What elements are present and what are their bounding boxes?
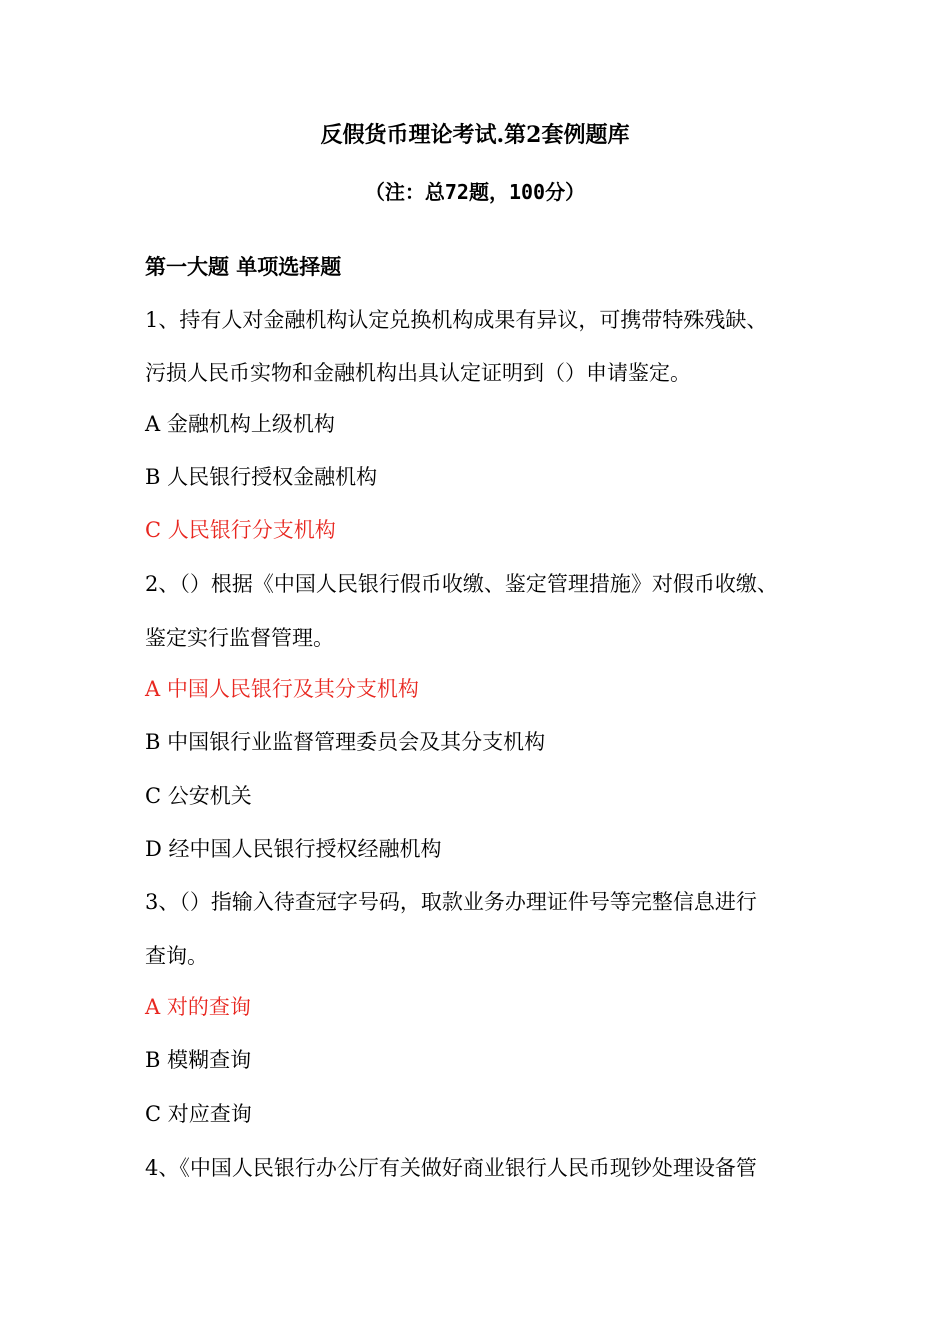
question-1-text-line-1: 1、持有人对金融机构认定兑换机构成果有异议，可携带特殊残缺、 — [145, 308, 768, 332]
question-3-text-line-2: 查询。 — [145, 944, 208, 968]
question-3-option-a-answer: A 对的查询 — [145, 995, 251, 1019]
question-2-option-c: C 公安机关 — [145, 784, 252, 808]
question-1-option-b: B 人民银行授权金融机构 — [145, 465, 378, 489]
question-1-text-line-2: 污损人民币实物和金融机构出具认定证明到（）申请鉴定。 — [145, 361, 691, 385]
document-title: 反假货币理论考试.第2套例题库 — [320, 122, 630, 148]
question-3-option-b: B 模糊查询 — [145, 1048, 252, 1072]
document-subtitle: （注：总72题，100分） — [364, 180, 586, 204]
question-3-text-line-1: 3、（）指输入待查冠字号码，取款业务办理证件号等完整信息进行 — [145, 890, 757, 914]
question-4-text-line-1: 4、《中国人民银行办公厅有关做好商业银行人民币现钞处理设备管 — [145, 1156, 757, 1180]
question-2-option-a-answer: A 中国人民银行及其分支机构 — [145, 677, 419, 701]
question-1-option-a: A 金融机构上级机构 — [145, 412, 335, 436]
question-2-text-line-2: 鉴定实行监督管理。 — [145, 626, 334, 650]
section-heading: 第一大题 单项选择题 — [145, 254, 342, 279]
question-2-text-line-1: 2、（）根据《中国人民银行假币收缴、鉴定管理措施》对假币收缴、 — [145, 572, 778, 596]
question-1-option-c-answer: C 人民银行分支机构 — [145, 518, 336, 542]
question-2-option-b: B 中国银行业监督管理委员会及其分支机构 — [145, 730, 546, 754]
question-3-option-c: C 对应查询 — [145, 1102, 252, 1126]
question-2-option-d: D 经中国人民银行授权经融机构 — [145, 837, 442, 861]
